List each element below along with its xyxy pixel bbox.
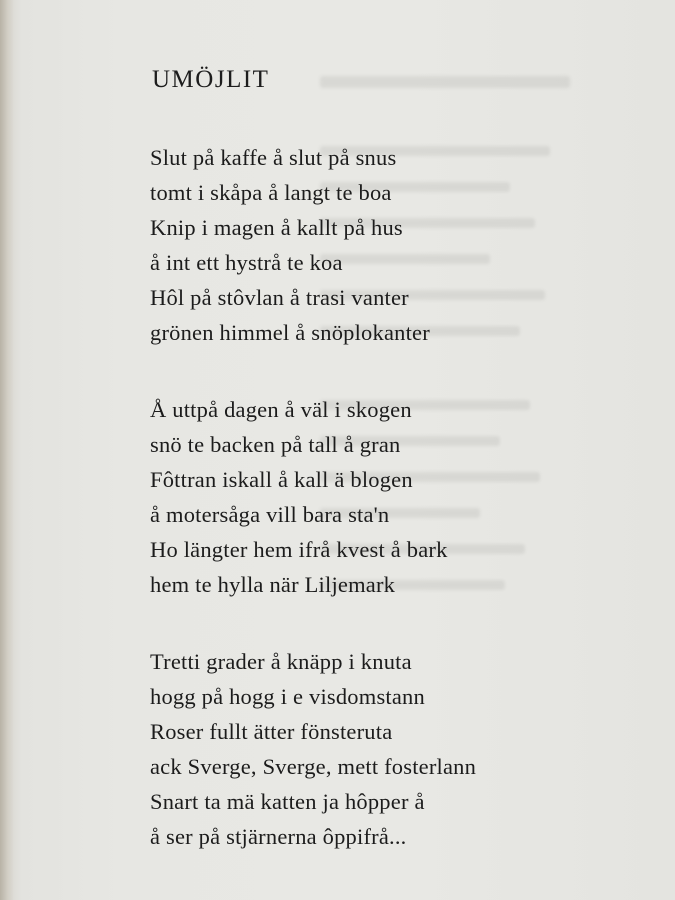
verse-line: å int ett hystrå te koa [150, 250, 343, 275]
verse-line: Ho längter hem ifrå kvest å bark [150, 537, 448, 562]
verse-line: tomt i skåpa å langt te boa [150, 180, 392, 205]
verse-line: Roser fullt ätter fönsteruta [150, 719, 393, 744]
verse-line: Snart ta mä katten ja hôpper å [150, 789, 425, 814]
verse-line: grönen himmel å snöplokanter [150, 320, 430, 345]
poem-title: UMÖJLIT [152, 66, 270, 93]
stanza-3 [150, 644, 476, 854]
verse-line: Hôl på stôvlan å trasi vanter [150, 285, 409, 310]
verse-line: hogg på hogg i e visdomstann [150, 684, 425, 709]
verse-line: Å uttpå dagen å väl i skogen [150, 397, 412, 422]
verse-line: å ser på stjärnerna ôppifrå... [150, 824, 407, 849]
show-through-title [320, 76, 570, 88]
verse-line: Knip i magen å kallt på hus [150, 215, 403, 240]
verse-line: å motersåga vill bara sta'n [150, 502, 390, 527]
verse-line: hem te hylla när Liljemark [150, 572, 396, 597]
verse-line: ack Sverge, Sverge, mett fosterlann [150, 754, 477, 779]
verse-line: Fôttran iskall å kall ä blogen [150, 467, 413, 492]
verse-line: Tretti grader å knäpp i knuta [150, 649, 412, 674]
verse-line: Slut på kaffe å slut på snus [150, 145, 397, 170]
page-gutter-shadow [0, 0, 14, 900]
stanza-2 [150, 392, 448, 602]
verse-line: snö te backen på tall å gran [150, 432, 401, 457]
stanza-1 [150, 140, 430, 350]
